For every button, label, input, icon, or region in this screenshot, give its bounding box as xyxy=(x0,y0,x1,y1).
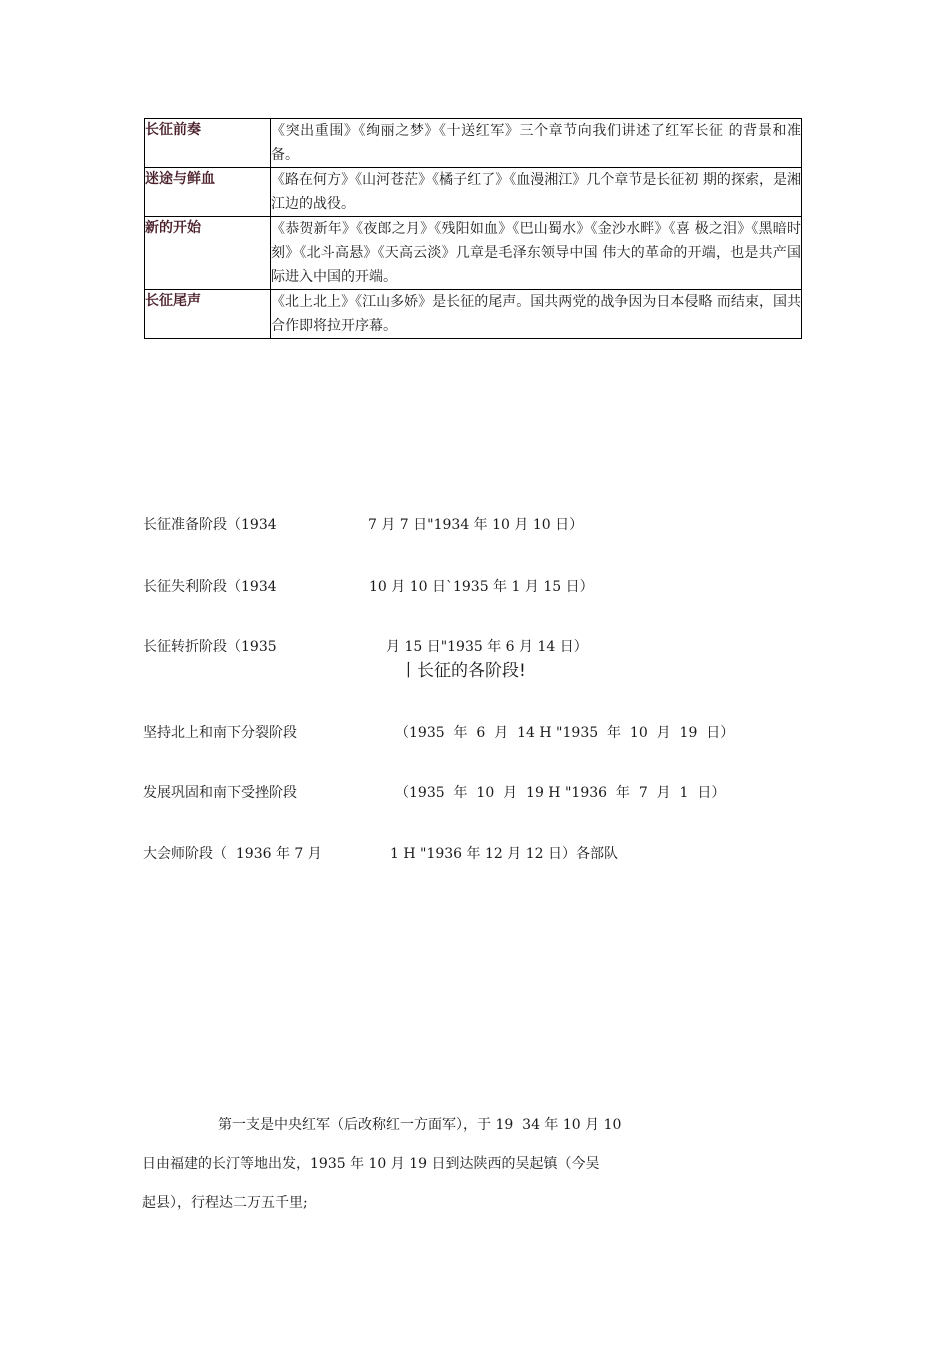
phase-cell: 迷途与鲜血 xyxy=(145,168,271,217)
stage-dates: 月 15 日"1935 年 6 月 14 日） xyxy=(386,639,588,655)
stage-dates: 7 月 7 日"1934 年 10 月 10 日） xyxy=(368,517,584,533)
paragraph-line: 第一支是中央红军（后改称红一方面军），于 19 34 年 10 月 10 xyxy=(218,1117,622,1133)
chapters-table xyxy=(144,118,802,339)
stage-label: 发展巩固和南下受挫阶段 xyxy=(143,785,297,801)
table-row xyxy=(145,119,802,168)
stage-label: 长征失利阶段（1934 xyxy=(143,579,277,595)
description-cell: 《路在何方》《山河苍茫》《橘子红了》《血漫湘江》几个章节是长征初 期的探索，是湘江边的战役。 xyxy=(271,168,802,217)
stages-title: 丨长征的各阶段! xyxy=(400,661,526,681)
paragraph-line: 起县），行程达二万五千里; xyxy=(142,1195,308,1211)
table-row xyxy=(145,217,802,290)
phase-cell: 长征前奏 xyxy=(145,119,271,168)
table-row xyxy=(145,168,802,217)
stage-label: 长征准备阶段（1934 xyxy=(143,517,277,533)
stage-label: 坚持北上和南下分裂阶段 xyxy=(143,725,297,741)
description-cell: 《恭贺新年》《夜郎之月》《残阳如血》《巴山蜀水》《金沙水畔》《喜 极之泪》《黑暗时刻》《北斗高悬》《天高云淡》几章是毛泽东领导中国 伟大的革命的开端，也是共产国际进入中国的开端。 xyxy=(271,217,802,290)
description-cell: 《北上北上》《江山多娇》是长征的尾声。国共两党的战争因为日本侵略 而结束，国共合作即将拉开序幕。 xyxy=(271,290,802,339)
paragraph-line: 日由福建的长汀等地出发，1935 年 10 月 19 日到达陕西的吴起镇（今吴 xyxy=(142,1156,600,1172)
stage-dates: 1 H "1936 年 12 月 12 日）各部队 xyxy=(390,846,618,862)
table-row xyxy=(145,290,802,339)
stage-label: 大会师阶段（ 1936 年 7 月 xyxy=(143,846,322,862)
phase-cell: 长征尾声 xyxy=(145,290,271,339)
stage-dates: 10 月 10 日`1935 年 1 月 15 日） xyxy=(369,579,594,595)
stage-dates: （1935 年 6 月 14 H "1935 年 10 月 19 日） xyxy=(395,725,735,741)
stage-label: 长征转折阶段（1935 xyxy=(143,639,277,655)
phase-cell: 新的开始 xyxy=(145,217,271,290)
stage-dates: （1935 年 10 月 19 H "1936 年 7 月 1 日） xyxy=(395,785,726,801)
description-cell: 《突出重围》《绚丽之梦》《十送红军》三个章节向我们讲述了红军长征 的背景和准备。 xyxy=(271,119,802,168)
